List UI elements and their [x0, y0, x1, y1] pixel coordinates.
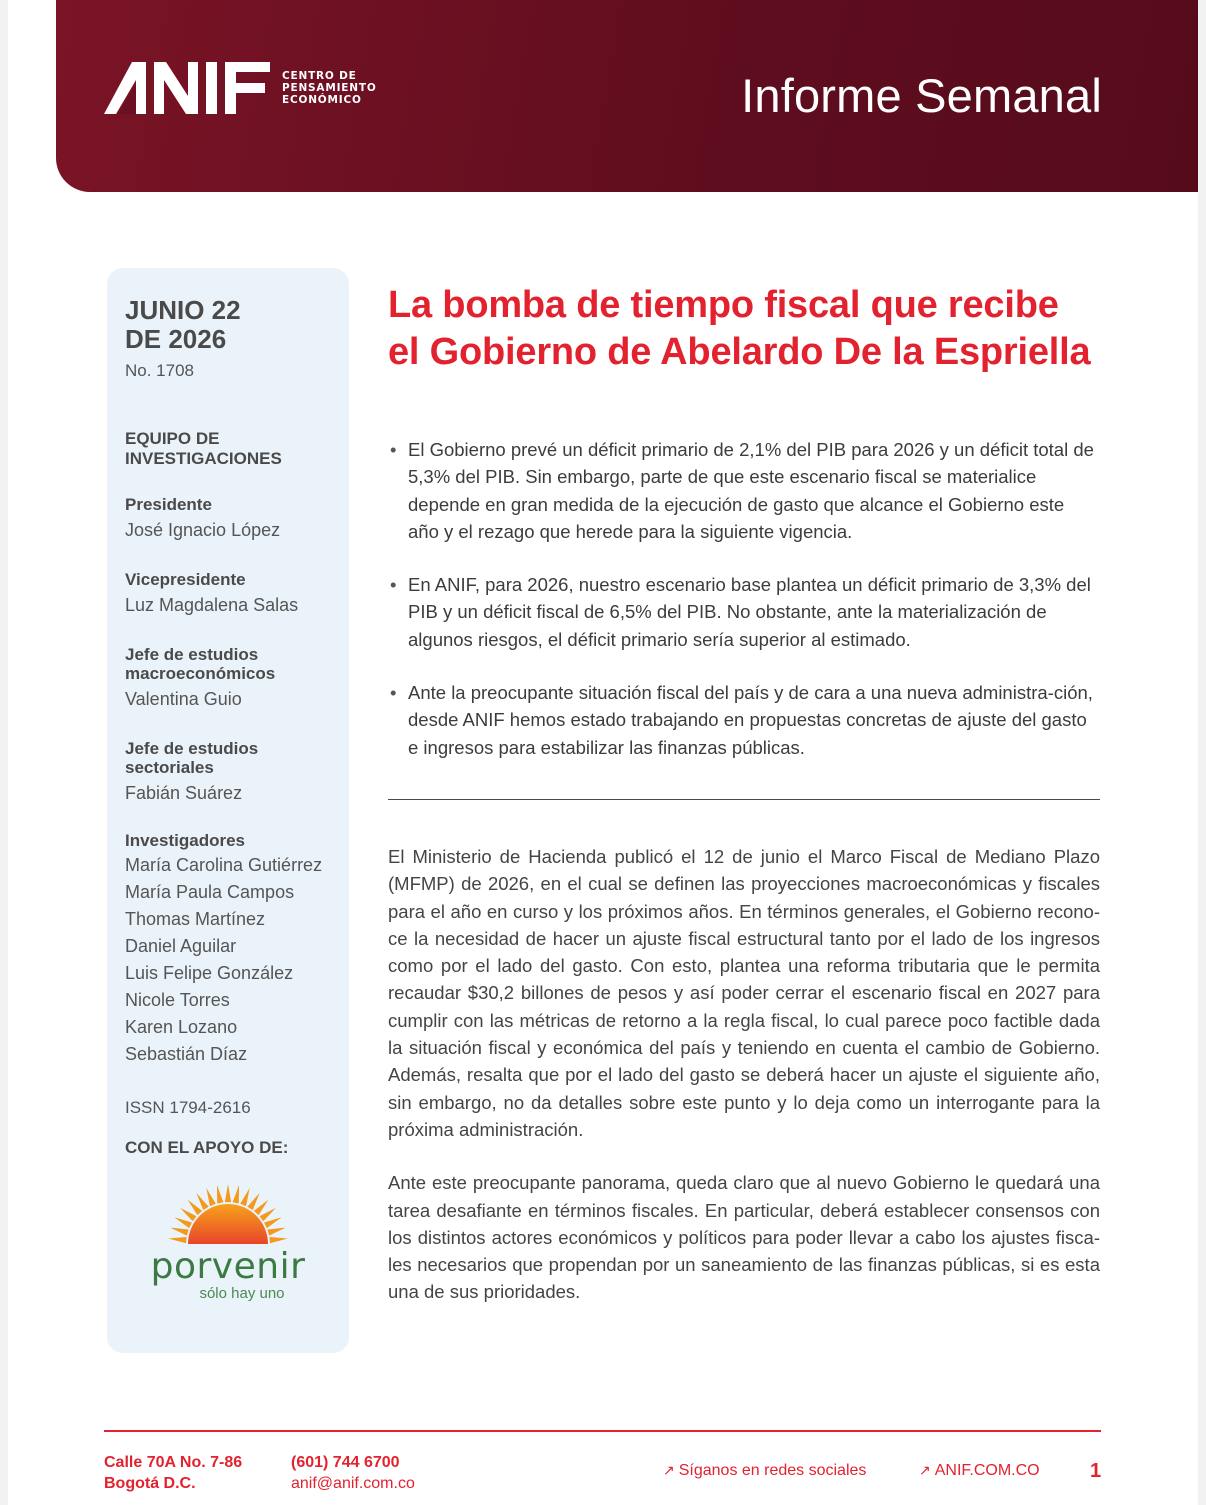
researcher: María Carolina Gutiérrez — [125, 855, 323, 875]
researcher: Nicole Torres — [125, 990, 230, 1010]
article-title: La bomba de tiempo fiscal que recibe el Gobierno de Abelardo De la Espriella — [388, 284, 1091, 373]
researcher: Sebastián Díaz — [125, 1044, 248, 1064]
issn: ISSN 1794-2616 — [125, 1098, 251, 1117]
issue-number: No. 1708 — [125, 361, 194, 380]
researcher: Karen Lozano — [125, 1017, 238, 1037]
role-macro-head: Jefe de estudios macroeconómicos Valentina Guio — [125, 645, 276, 709]
key-point: • En ANIF, para 2026, nuestro escenario base plantea un déficit primario de 3,3% del PIB y un déficit fiscal de 6,5% del PIB. No obstante, ante la materialización de algunos riesgos, el déficit primario sería superior al estimado. — [388, 571, 1100, 653]
anif-logo — [104, 62, 377, 114]
role-sector-head: Jefe de estudios sectoriales Fabián Suárez — [125, 739, 259, 803]
sun-ray — [264, 1217, 282, 1228]
sun-ray — [247, 1193, 259, 1210]
researcher: María Paula Campos — [125, 882, 295, 902]
researcher: Luis Felipe González — [125, 963, 294, 983]
sun-ray — [206, 1188, 215, 1206]
sun-ray — [174, 1217, 192, 1228]
sun-ray — [269, 1237, 287, 1243]
sun-ray — [180, 1208, 196, 1221]
key-points — [388, 436, 1100, 787]
sun-ray — [217, 1185, 223, 1203]
sun-ray — [170, 1228, 188, 1236]
footer-contact — [291, 1452, 415, 1494]
arrow-up-right-icon: ↗ — [663, 1462, 675, 1478]
divider — [388, 799, 1100, 800]
role-president: Presidente José Ignacio López — [125, 495, 281, 540]
footer-address: Calle 70A No. 7-86 Bogotá D.C. — [104, 1454, 243, 1492]
support-label: CON EL APOYO DE: — [125, 1138, 289, 1157]
researchers-list: Investigadores María Carolina Gutiérrez María Paula Campos Thomas Martínez Daniel Aguilar Luis Felipe González Nicole Torres Karen Lozano Sebastián Díaz — [125, 831, 349, 1068]
sun-icon — [158, 1178, 298, 1248]
sun-ray — [267, 1228, 285, 1236]
team-heading: EQUIPO DE INVESTIGACIONES — [125, 429, 282, 468]
paragraph: Ante este preocupante panorama, queda claro que al nuevo Gobierno le quedará una tarea desafiante en términos fiscales. En particular, deberá establecer consensos con los distintos actores económicos y políticos para poder llevar a cabo los ajustes fisca-les necesarios que propendan por un saneamiento de las finanzas públicas, si es esta una de sus prioridades. — [388, 1172, 1100, 1303]
header-title: Informe Semanal — [741, 69, 1102, 122]
footer-phone[interactable]: (601) 744 6700 — [291, 1454, 400, 1471]
sun-ray — [225, 1184, 231, 1202]
page-number: 1 — [1090, 1460, 1102, 1482]
social-link[interactable]: ↗ Síganos en redes sociales — [663, 1462, 867, 1479]
anif-logo-mark — [104, 62, 270, 114]
porvenir-logo: porvenir sólo hay uno — [143, 1178, 313, 1302]
footer-email[interactable]: anif@anif.com.co — [291, 1475, 415, 1492]
researcher: Daniel Aguilar — [125, 936, 237, 956]
arrow-up-right-icon: ↗ — [919, 1462, 931, 1478]
key-point: • El Gobierno prevé un déficit primario de 2,1% del PIB para 2026 y un déficit total de 5,3% del PIB. Sin embargo, parte de que este escenario fiscal se materialice depende en gran medida de la ejecución de gasto que alcance el Gobierno este año y el rezago que herede para la siguiente vigencia. — [388, 436, 1100, 545]
article-body — [388, 843, 1100, 1332]
researcher: Thomas Martínez — [125, 909, 266, 929]
logo-subtitle: CENTRO DE PENSAMIENTO ECONÓMICO — [282, 70, 377, 106]
sun-ray — [168, 1237, 186, 1243]
website-link[interactable]: ↗ ANIF.COM.CO — [919, 1462, 1040, 1479]
key-point: • Ante la preocupante situación fiscal del país y de cara a una nueva administra-ción, desde ANIF hemos estado trabajando en propuestas concretas de ajuste del gasto e ingresos para estabilizar las finanzas públicas. — [388, 679, 1100, 761]
footer-divider — [104, 1430, 1101, 1432]
sun-ray — [240, 1188, 249, 1206]
sun-ray — [233, 1185, 239, 1203]
role-vicepresident: Vicepresidente Luz Magdalena Salas — [125, 570, 299, 615]
sun-ray — [196, 1193, 208, 1210]
sidebar — [107, 268, 349, 1353]
paragraph: El Ministerio de Hacienda publicó el 12 de junio el Marco Fiscal de Mediano Plazo (MFMP) de 2026, en el cual se definen las proyecciones macroeconómicas y fiscales para el año en curso y los próximos años. En términos generales, el Gobierno recono-ce la necesidad de hacer un ajuste fiscal estructural tanto por el lado de los ingresos como por el lado del gasto. Con esto, plantea una reforma tributaria que le permita recaudar $30,2 billones de pesos y así poder cerrar el escenario fiscal en 2027 para cumplir con las métricas de retorno a la regla fiscal, lo cual parece poco factible dada la situación fiscal y económica del país y teniendo en cuenta el cambio de Gobierno. Además, resalta que por el lado del gasto se deberá hacer un ajuste el siguiente año, sin embargo, no da detalles sobre este punto y lo deja como un interrogante para la próxima administración. — [388, 846, 1100, 1140]
sun-ray — [260, 1208, 276, 1221]
issue-date: JUNIO 22 DE 2026 — [125, 295, 241, 354]
